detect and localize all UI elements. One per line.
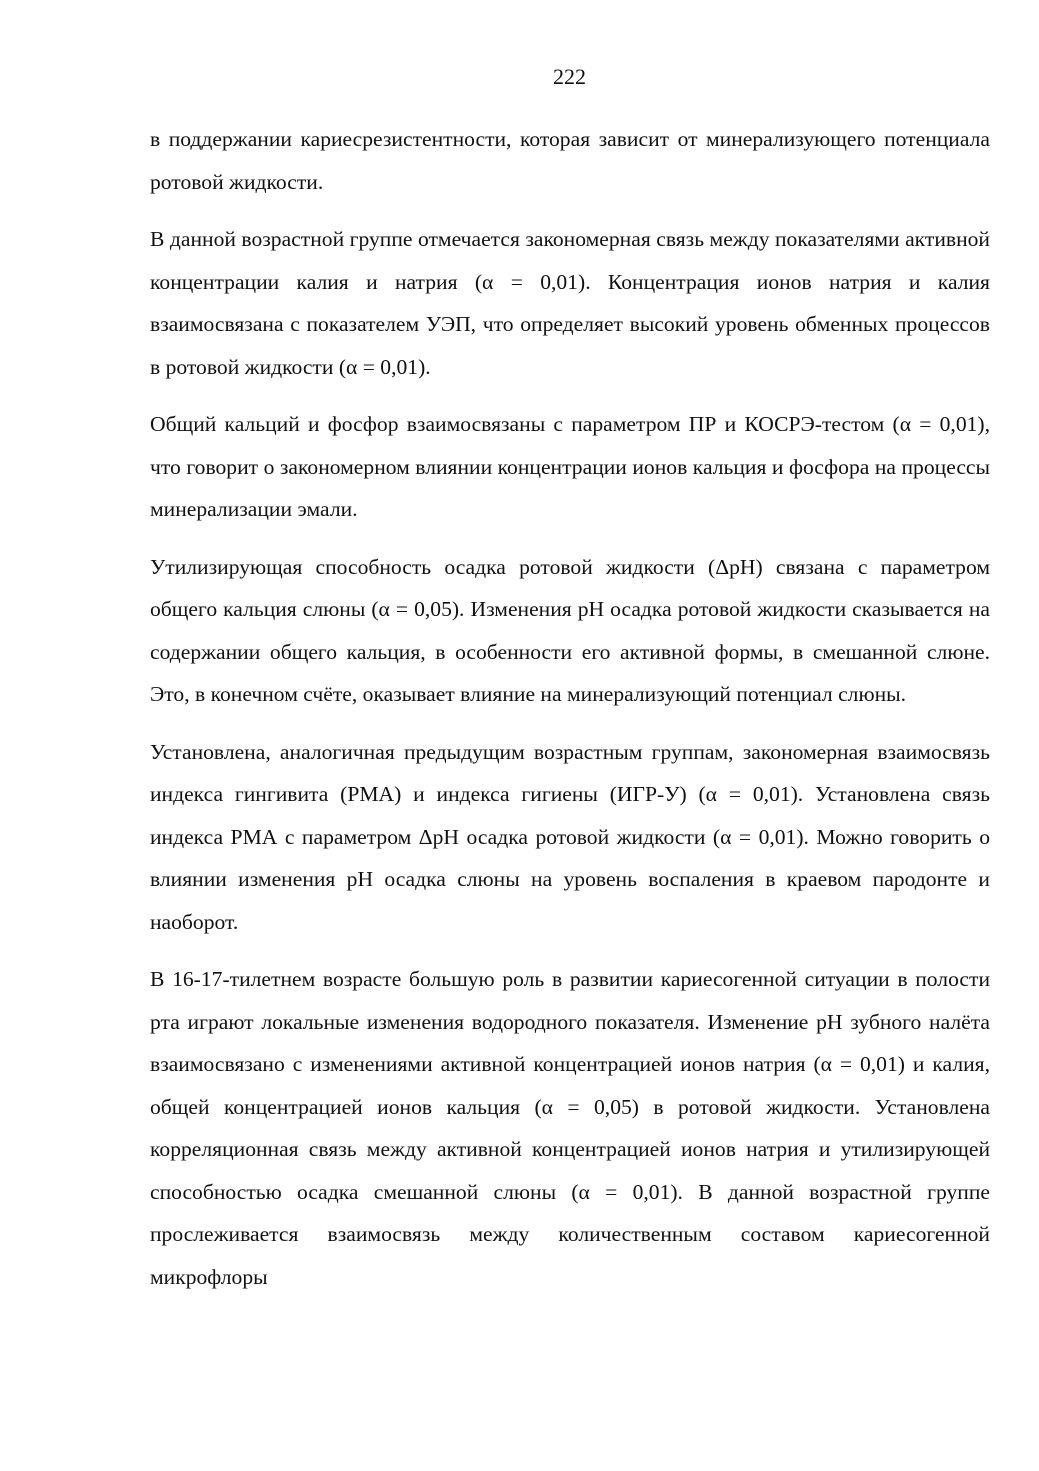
paragraph-3: Общий кальций и фосфор взаимосвязаны с параметром ПР и КОСРЭ-тестом (α = 0,01), что говорит о закономерном влиянии концентрации ионов кальция и фосфора на процессы минерализации эмали. [150,412,990,521]
paragraph-4: Утилизирующая способность осадка ротовой жидкости (ΔpH) связана с параметром общего кальция слюны (α = 0,05). Изменения pH осадка ротовой жидкости сказывается на содержании общего кальция, в особенности его активной формы, в смешанной слюне. Это, в конечном счёте, оказывает влияние на минерализующий потенциал слюны. [150,554,990,706]
paragraph-6: В 16-17-тилетнем возрасте большую роль в развитии кариесогенной ситуации в полости рта играют локальные изменения водородного показателя. Изменение pH зубного налёта взаимосвязано с изменениями активной концентрацией ионов натрия (α = 0,01) и калия, общей концентрацией ионов кальция (α = 0,05) в ротовой жидкости. Установлена корреляционная связь между активной концентрацией ионов натрия и утилизирующей способностью осадка смешанной слюны (α = 0,01). В данной возрастной группе прослеживается взаимосвязь между количественным составом кариесогенной микрофлоры [150,967,990,1289]
paragraph-5: Установлена, аналогичная предыдущим возрастным группам, закономерная взаимосвязь индекса гингивита (РМА) и индекса гигиены (ИГР-У) (α = 0,01). Установлена связь индекса РМА с параметром ΔpH осадка ротовой жидкости (α = 0,01). Можно говорить о влиянии изменения pH осадка слюны на уровень воспаления в краевом пародонте и наоборот. [150,739,990,934]
paragraph-2: В данной возрастной группе отмечается закономерная связь между показателями активной концентрации калия и натрия (α = 0,01). Концентрация ионов натрия и калия взаимосвязана с показателем УЭП, что определяет высокий уровень обменных процессов в ротовой жидкости (α = 0,01). [150,227,990,379]
text-body [150,118,990,1298]
paragraph-1: в поддержании кариесрезистентности, которая зависит от минерализующего потенциала ротовой жидкости. [150,127,990,194]
page-number: 222 [553,64,586,89]
